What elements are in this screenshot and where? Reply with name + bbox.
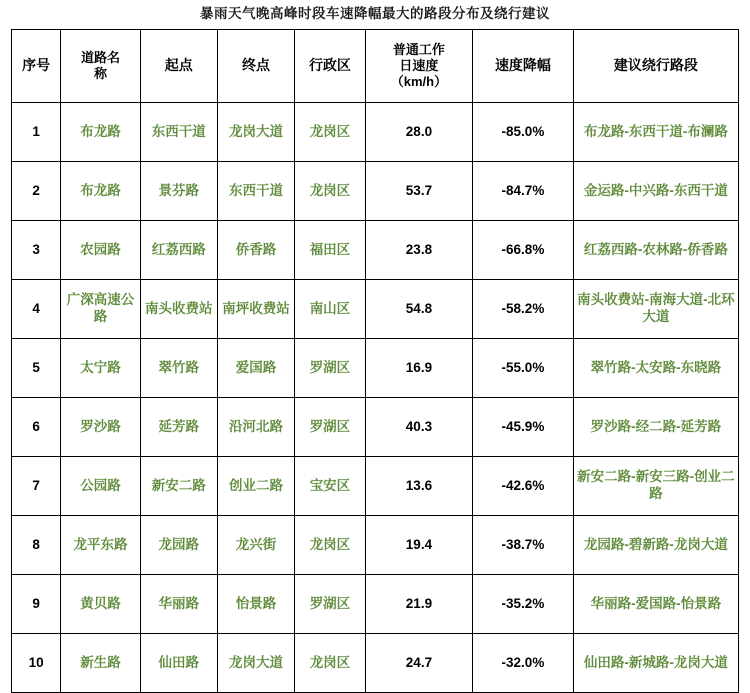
- cell-drop: -32.0%: [473, 634, 574, 693]
- cell-end: 南坪收费站: [217, 280, 294, 339]
- cell-end: 东西干道: [217, 162, 294, 221]
- cell-index: 5: [12, 339, 61, 398]
- cell-end: 爱国路: [217, 339, 294, 398]
- cell-speed: 23.8: [365, 221, 472, 280]
- cell-advice: 翠竹路-太安路-东晓路: [573, 339, 738, 398]
- table-row: [12, 339, 739, 398]
- column-header-detour-advice: 建议绕行路段: [573, 30, 738, 103]
- cell-speed: 24.7: [365, 634, 472, 693]
- cell-road: 广深高速公路: [61, 280, 140, 339]
- cell-drop: -35.2%: [473, 575, 574, 634]
- cell-drop: -84.7%: [473, 162, 574, 221]
- column-header-road-name-line2: 称: [93, 66, 107, 82]
- column-header-district: 行政区: [295, 30, 366, 103]
- cell-drop: -58.2%: [473, 280, 574, 339]
- cell-start: 新安二路: [140, 457, 217, 516]
- table-header: [12, 30, 739, 103]
- table-row: [12, 221, 739, 280]
- column-header-speed-drop: 速度降幅: [473, 30, 574, 103]
- cell-index: 4: [12, 280, 61, 339]
- cell-road: 龙平东路: [61, 516, 140, 575]
- cell-advice: 布龙路-东西干道-布澜路: [573, 103, 738, 162]
- cell-district: 龙岗区: [295, 634, 366, 693]
- cell-end: 沿河北路: [217, 398, 294, 457]
- column-header-normal-speed-line2: 日速度: [399, 58, 439, 74]
- cell-district: 罗湖区: [295, 339, 366, 398]
- cell-road: 罗沙路: [61, 398, 140, 457]
- cell-index: 6: [12, 398, 61, 457]
- cell-district: 南山区: [295, 280, 366, 339]
- cell-end: 创业二路: [217, 457, 294, 516]
- cell-index: 10: [12, 634, 61, 693]
- cell-drop: -45.9%: [473, 398, 574, 457]
- cell-index: 3: [12, 221, 61, 280]
- column-header-normal-speed: [365, 30, 472, 103]
- cell-district: 宝安区: [295, 457, 366, 516]
- cell-speed: 13.6: [365, 457, 472, 516]
- cell-road: 黄贝路: [61, 575, 140, 634]
- column-header-normal-speed-line3: （km/h）: [390, 74, 448, 90]
- cell-advice: 新安二路-新安三路-创业二路: [573, 457, 738, 516]
- cell-district: 罗湖区: [295, 398, 366, 457]
- cell-district: 罗湖区: [295, 575, 366, 634]
- cell-end: 怡景路: [217, 575, 294, 634]
- cell-district: 龙岗区: [295, 162, 366, 221]
- cell-district: 福田区: [295, 221, 366, 280]
- table-row: [12, 280, 739, 339]
- table-row: [12, 457, 739, 516]
- cell-index: 2: [12, 162, 61, 221]
- cell-end: 龙兴街: [217, 516, 294, 575]
- cell-index: 8: [12, 516, 61, 575]
- cell-advice: 仙田路-新城路-龙岗大道: [573, 634, 738, 693]
- cell-drop: -55.0%: [473, 339, 574, 398]
- cell-road: 农园路: [61, 221, 140, 280]
- cell-start: 东西干道: [140, 103, 217, 162]
- cell-end: 龙岗大道: [217, 103, 294, 162]
- cell-end: 龙岗大道: [217, 634, 294, 693]
- column-header-normal-speed-line1: 普通工作: [392, 41, 445, 57]
- cell-advice: 罗沙路-经二路-延芳路: [573, 398, 738, 457]
- cell-speed: 21.9: [365, 575, 472, 634]
- cell-district: 龙岗区: [295, 516, 366, 575]
- cell-road: 新生路: [61, 634, 140, 693]
- table-row: [12, 103, 739, 162]
- cell-advice: 南头收费站-南海大道-北环大道: [573, 280, 738, 339]
- cell-index: 7: [12, 457, 61, 516]
- page-title: 暴雨天气晚高峰时段车速降幅最大的路段分布及绕行建议: [200, 6, 550, 21]
- table-row: [12, 162, 739, 221]
- cell-speed: 40.3: [365, 398, 472, 457]
- column-header-road-name: [61, 30, 140, 103]
- cell-district: 龙岗区: [295, 103, 366, 162]
- cell-road: 公园路: [61, 457, 140, 516]
- table-header-row: [12, 30, 739, 103]
- cell-start: 景芬路: [140, 162, 217, 221]
- cell-advice: 红荔西路-农林路-侨香路: [573, 221, 738, 280]
- column-header-start: 起点: [140, 30, 217, 103]
- cell-end: 侨香路: [217, 221, 294, 280]
- road-speed-table: [11, 29, 739, 693]
- cell-road: 布龙路: [61, 103, 140, 162]
- cell-road: 布龙路: [61, 162, 140, 221]
- cell-start: 红荔西路: [140, 221, 217, 280]
- column-header-index: 序号: [12, 30, 61, 103]
- cell-drop: -85.0%: [473, 103, 574, 162]
- table-row: [12, 575, 739, 634]
- cell-speed: 53.7: [365, 162, 472, 221]
- cell-advice: 华丽路-爱国路-怡景路: [573, 575, 738, 634]
- cell-index: 9: [12, 575, 61, 634]
- cell-start: 龙园路: [140, 516, 217, 575]
- cell-speed: 16.9: [365, 339, 472, 398]
- cell-index: 1: [12, 103, 61, 162]
- cell-drop: -38.7%: [473, 516, 574, 575]
- table-row: [12, 398, 739, 457]
- cell-start: 南头收费站: [140, 280, 217, 339]
- column-header-road-name-line1: 道路名: [80, 49, 120, 65]
- cell-start: 翠竹路: [140, 339, 217, 398]
- cell-start: 华丽路: [140, 575, 217, 634]
- cell-speed: 19.4: [365, 516, 472, 575]
- cell-speed: 28.0: [365, 103, 472, 162]
- cell-road: 太宁路: [61, 339, 140, 398]
- cell-advice: 龙园路-碧新路-龙岗大道: [573, 516, 738, 575]
- cell-drop: -42.6%: [473, 457, 574, 516]
- table-body: [12, 103, 739, 693]
- cell-advice: 金运路-中兴路-东西干道: [573, 162, 738, 221]
- column-header-end: 终点: [217, 30, 294, 103]
- cell-start: 延芳路: [140, 398, 217, 457]
- cell-start: 仙田路: [140, 634, 217, 693]
- cell-drop: -66.8%: [473, 221, 574, 280]
- table-row: [12, 634, 739, 693]
- cell-speed: 54.8: [365, 280, 472, 339]
- table-row: [12, 516, 739, 575]
